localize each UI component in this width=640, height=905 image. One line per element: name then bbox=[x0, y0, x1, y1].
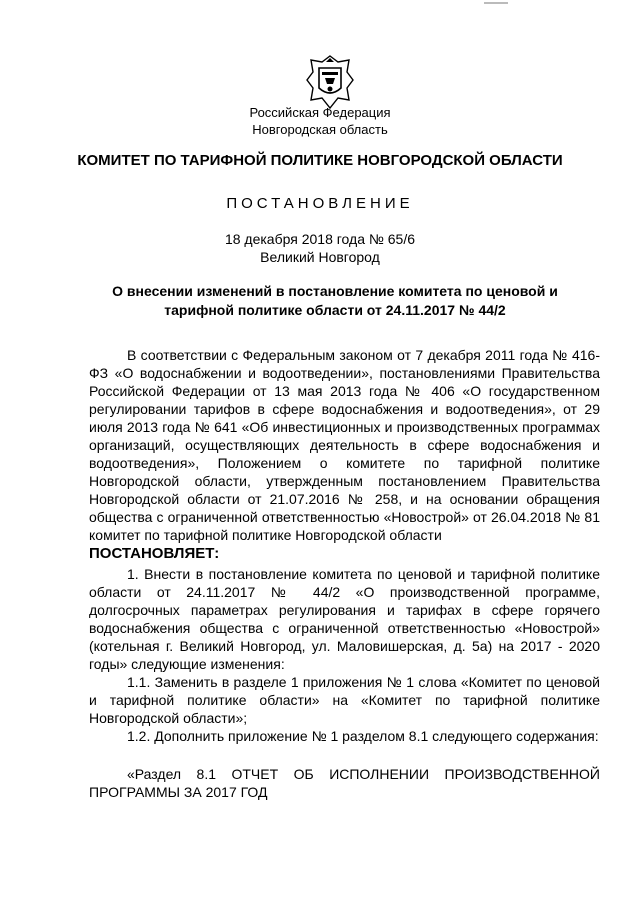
committee-title: КОМИТЕТ ПО ТАРИФНОЙ ПОЛИТИКЕ НОВГОРОДСКОЙ ОБЛАСТИ bbox=[77, 152, 563, 169]
item-1-2-paragraph: 1.2. Дополнить приложение № 1 разделом 8.1 следующего содержания: bbox=[127, 728, 599, 744]
resolves-heading: ПОСТАНОВЛЯЕТ: bbox=[89, 545, 220, 562]
country-name: Российская Федерация bbox=[249, 105, 391, 120]
document-body bbox=[89, 346, 600, 801]
scan-mark bbox=[484, 2, 508, 4]
region-name: Новгородская область bbox=[252, 122, 388, 137]
document-date-number: 18 декабря 2018 года № 65/6 bbox=[224, 231, 416, 247]
coat-of-arms-emblem bbox=[305, 54, 355, 110]
item-1-1-paragraph: 1.1. Заменить в разделе 1 приложения № 1 слова «Комитет по ценовой и тарифной политике области» на «Комитет по тарифной политике Новгородской области»; bbox=[89, 674, 600, 726]
document-city: Великий Новгород bbox=[260, 249, 380, 265]
preamble-paragraph: В соответствии с Федеральным законом от 7 декабря 2011 года № 416-ФЗ «О водоснабжении и водоотведении», постановлениями Правительства Российской Федерации от 13 мая 2013 года № 406 «О государственном регулировании тарифов в сфере водоснабжения и водоотведения», от 29 июля 2013 года № 641 «Об инвестиционных и производственных программах организаций, осуществляющих деятельность в сфере водоснабжения и водоотведения», Положением о комитете по тарифной политике Новгородской области, утвержденным постановлением Правительства Новгородской области от 21.07.2016 № 258, и на основании обращения общества с ограниченной ответственностью «Новострой» от 26.04.2018 № 81 комитет по тарифной политике Новгородской области bbox=[89, 347, 600, 543]
document-type: ПОСТАНОВЛЕНИЕ bbox=[226, 195, 414, 212]
document-subject: О внесении изменений в постановление комитета по ценовой и тарифной политике области от 24.11.2017 № 44/2 bbox=[112, 283, 558, 318]
section-8-1-title: «Раздел 8.1 ОТЧЕТ ОБ ИСПОЛНЕНИИ ПРОИЗВОДСТВЕННОЙ ПРОГРАММЫ ЗА 2017 ГОД bbox=[89, 766, 600, 800]
spacer bbox=[89, 745, 600, 765]
item-1-paragraph: 1. Внести в постановление комитета по ценовой и тарифной политике области от 24.11.2017 № 44/2 «О производственной программе, долгосрочных параметрах регулирования и тарифах в сфере горячего водоснабжения общества с ограниченной ответственностью «Новострой» (котельная г. Великий Новгород, ул. Маловишерская, д. 5а) на 2017 - 2020 годы» следующие изменения: bbox=[89, 566, 600, 672]
